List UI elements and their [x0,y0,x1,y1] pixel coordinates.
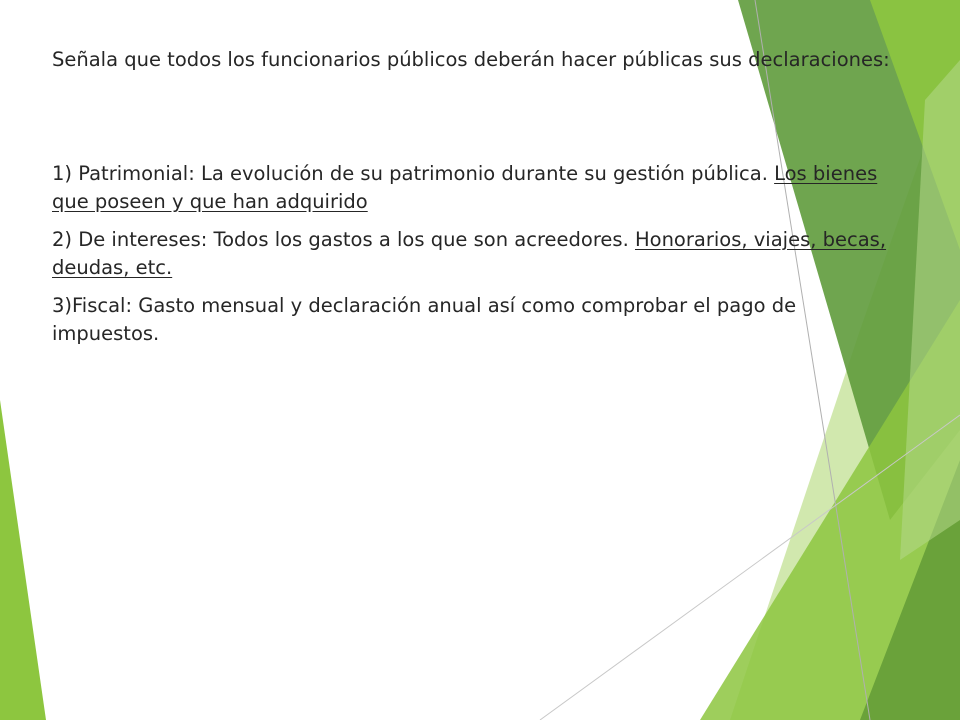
item-text: 2) De intereses: Todos los gastos a los que son acreedores. [52,228,635,251]
item-underlined-text: Los bienes que poseen y que han adquirido [52,162,878,213]
intro-paragraph: Señala que todos los funcionarios públicos deberán hacer públicas sus declaraciones: [52,48,890,71]
left-green-facet [0,400,46,720]
list-item-intereses [52,226,902,282]
list-item-patrimonial [52,160,902,216]
item-text: 1) Patrimonial: La evolución de su patrimonio durante su gestión pública. [52,162,775,185]
item-text: 3)Fiscal: Gasto mensual y declaración anual así como comprobar el pago de impuestos. [52,294,797,345]
list-item-fiscal [52,292,902,348]
slide-body [52,46,902,358]
item-underlined-text: Honorarios, viajes, becas, deudas, etc. [52,228,887,279]
